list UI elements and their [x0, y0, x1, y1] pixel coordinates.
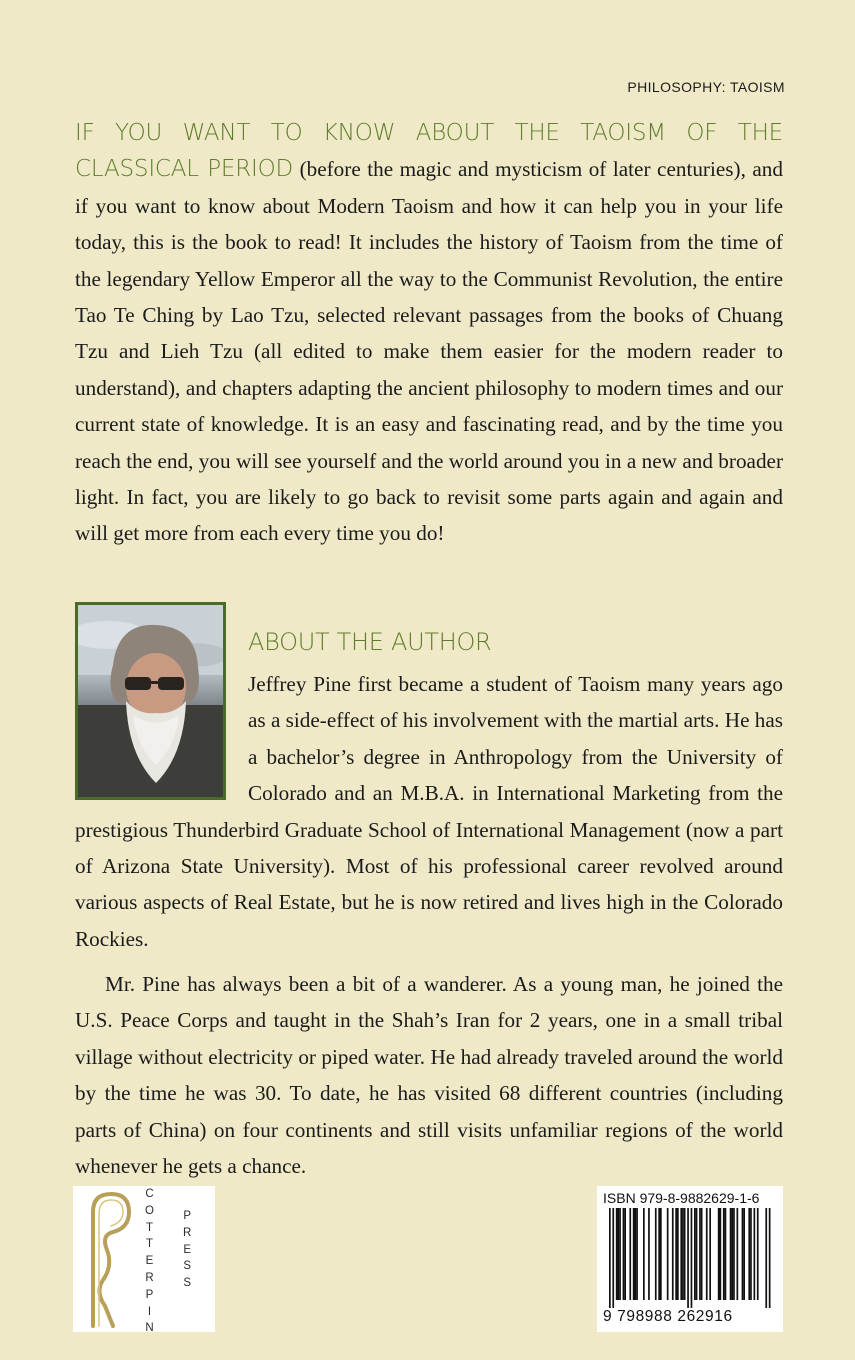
barcode-bar: [730, 1208, 732, 1300]
barcode-bar: [765, 1208, 767, 1308]
logo-letter: S: [183, 1260, 191, 1273]
barcode-bars: [603, 1208, 777, 1310]
blurb-paragraph: [75, 115, 783, 552]
barcode-bar: [660, 1208, 662, 1300]
publisher-name-cotterpin: [145, 1186, 154, 1337]
logo-letter: P: [183, 1210, 191, 1222]
publisher-name-press: [183, 1208, 191, 1292]
barcode-bar: [672, 1208, 674, 1300]
barcode-digits: 9 798988 262916: [603, 1308, 733, 1325]
blurb-lead: IF YOU WANT TO KNOW ABOUT THE TAOISM OF THE CLASSICAL PERIOD: [75, 120, 783, 183]
barcode-bar: [684, 1208, 686, 1300]
barcode-bar: [677, 1208, 679, 1300]
barcode-bar: [612, 1208, 614, 1308]
logo-letter: P: [145, 1288, 154, 1301]
barcode-bar: [723, 1208, 725, 1300]
barcode-bar: [696, 1208, 698, 1300]
barcode-bar: [667, 1208, 669, 1300]
barcode-bar: [680, 1208, 682, 1300]
barcode-bar: [750, 1208, 752, 1300]
barcode-bar: [648, 1208, 650, 1300]
barcode-bar: [694, 1208, 696, 1300]
logo-letter: T: [145, 1238, 153, 1251]
barcode-bar: [743, 1208, 745, 1300]
barcode-bar: [737, 1208, 739, 1300]
barcode-bar: [618, 1208, 620, 1300]
barcode-bar: [731, 1208, 733, 1300]
category-label: PHILOSOPHY: TAOISM: [627, 79, 785, 95]
logo-letter: E: [183, 1243, 191, 1256]
author-bio-paragraph-1: [75, 666, 783, 957]
barcode-bar: [699, 1208, 701, 1300]
barcode-bar: [623, 1208, 625, 1300]
barcode-bar: [720, 1208, 722, 1300]
barcode-bar: [609, 1208, 611, 1308]
barcode-bar: [633, 1208, 635, 1300]
barcode-bar: [757, 1208, 759, 1300]
photo-wrap-spacer: [75, 666, 248, 808]
logo-letter: N: [145, 1322, 154, 1335]
barcode-bar: [709, 1208, 711, 1300]
barcode-bar: [742, 1208, 744, 1300]
barcode-bar: [643, 1208, 645, 1300]
cotter-pin-icon: [79, 1188, 141, 1330]
barcode-bar: [619, 1208, 621, 1300]
isbn-barcode: [597, 1186, 783, 1332]
barcode-bar: [718, 1208, 720, 1300]
barcode-bar: [769, 1208, 771, 1308]
barcode-bar: [635, 1208, 637, 1300]
blurb-body: (before the magic and mysticism of later centuries), and if you want to know about Modern Taoism and how it can help you in your life today, this is the book to read! It includes the history of Taoism from the time of the legendary Yellow Emperor all the way to the Communist Revolution, the entire Tao Te Ching by Lao Tzu, selected relevant passages from the books of Chuang Tzu and Lieh Tzu (all edited to make them easier for the modern reader to understand), and chapters adapting the ancient philosophy to modern times and our current state of knowledge. It is an easy and fascinating read, and by the time you reach the end, you will see yourself and the world around you in a new and broader light. In fact, you are likely to go back to revisit some parts again and again and will get more from each every time you do!: [75, 157, 783, 546]
author-bio-paragraph-2: Mr. Pine has always been a bit of a wanderer. As a young man, he joined the U.S. Peace Corps and taught in the Shah’s Iran for 2 years, one in a small tribal village without electricity or piped water. He had already traveled around the world by the time he was 30. To date, he has visited 68 different countries (including parts of China) on four continents and still visits unfamiliar regions of the world whenever he gets a chance.: [75, 972, 783, 1179]
logo-letter: R: [145, 1271, 154, 1284]
logo-letter: R: [183, 1226, 192, 1239]
barcode-bar: [701, 1208, 703, 1300]
barcode-bar: [616, 1208, 618, 1300]
about-author-heading: ABOUT THE AUTHOR: [248, 628, 492, 656]
logo-letter: O: [145, 1204, 154, 1217]
barcode-bar: [733, 1208, 735, 1300]
barcode-bar: [655, 1208, 657, 1300]
barcode-bar: [636, 1208, 638, 1300]
barcode-bar: [706, 1208, 708, 1300]
logo-letter: I: [147, 1305, 152, 1318]
isbn-label: ISBN 979-8-9882629-1-6: [603, 1190, 760, 1206]
barcode-bar: [754, 1208, 756, 1300]
logo-letter: C: [145, 1188, 154, 1200]
author-bio-text-1: Jeffrey Pine first became a student of Taoism many years ago as a side-effect of his involvement with the martial arts. He has a bachelor’s degree in Anthropology from the University of Colorado and an M.B.A. in International Marketing from the prestigious Thunderbird Graduate School of International Management (now a part of Arizona State University). Most of his professional career revolved around various aspects of Real Estate, but he is now retired and lives high in the Colorado Rockies.: [75, 672, 784, 951]
publisher-logo: [73, 1186, 215, 1335]
barcode-bar: [629, 1208, 631, 1300]
barcode-bar: [687, 1208, 689, 1308]
logo-letter: E: [145, 1255, 154, 1268]
barcode-bar: [675, 1208, 677, 1300]
barcode-bar: [748, 1208, 750, 1300]
barcode-bar: [682, 1208, 684, 1300]
barcode-bar: [658, 1208, 660, 1300]
logo-letter: T: [145, 1221, 153, 1234]
barcode-bar: [624, 1208, 626, 1300]
barcode-bar: [691, 1208, 693, 1308]
logo-letter: S: [183, 1277, 191, 1290]
barcode-bar: [725, 1208, 727, 1300]
